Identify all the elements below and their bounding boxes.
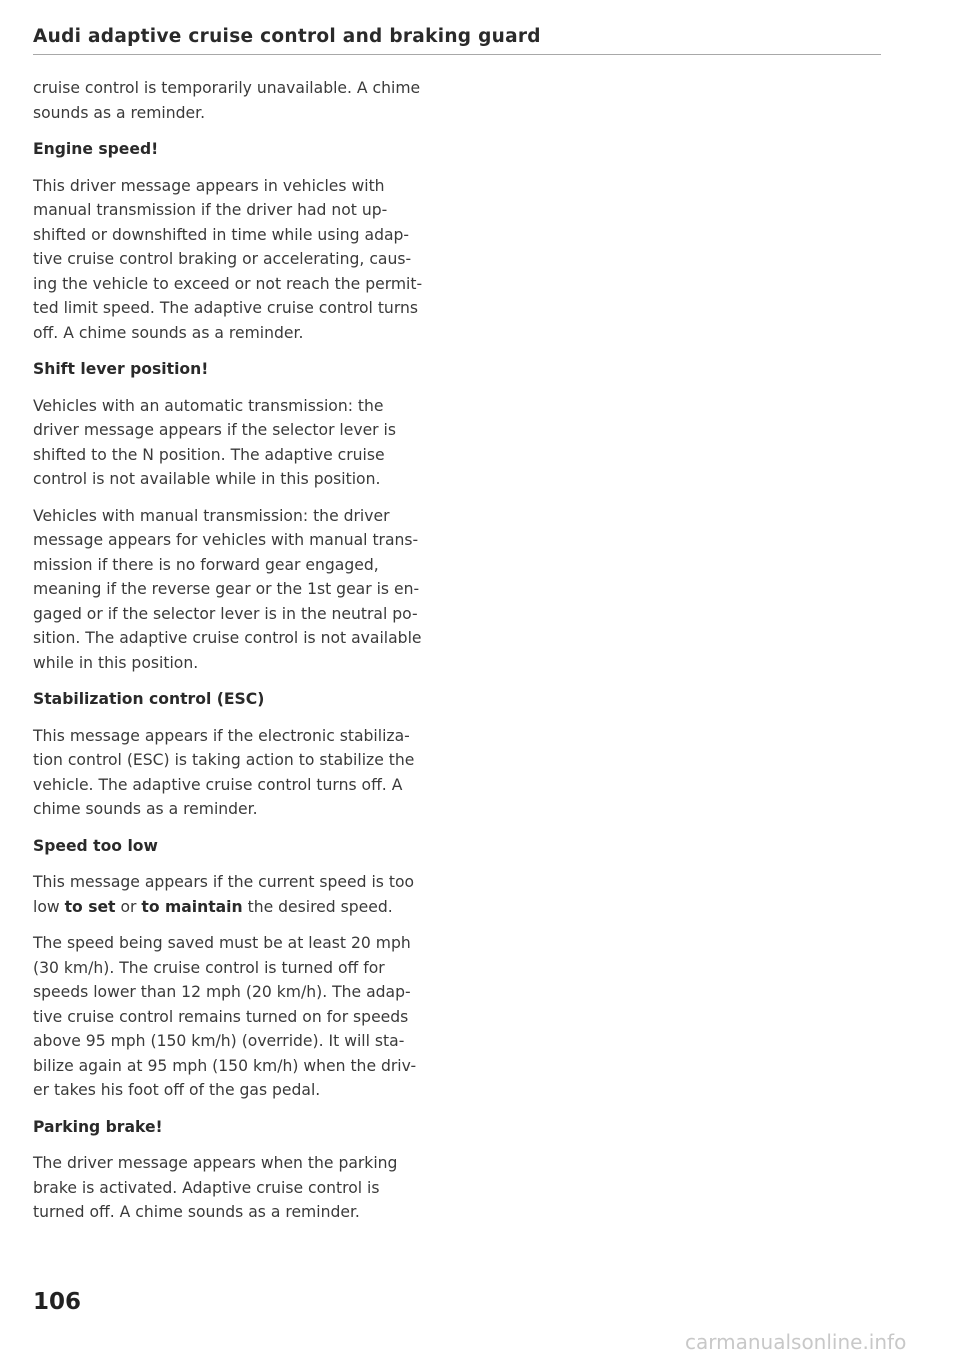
text-line: shifted or downshifted in time while using adap-: [33, 225, 410, 244]
text-line: er takes his foot off of the gas pedal.: [33, 1081, 321, 1099]
esc-heading: Stabilization control (ESC): [33, 690, 265, 708]
speed-limits-paragraph: [33, 931, 458, 1103]
watermark-text: carmanualsonline.info: [685, 1330, 907, 1354]
text-line: turned off. A chime sounds as a reminder.: [33, 1203, 360, 1221]
emphasis-to-maintain: to maintain: [141, 897, 243, 916]
page-header: [33, 26, 881, 47]
text-line: tive cruise control remains turned on for speeds: [33, 1007, 409, 1026]
text-line: Vehicles with manual transmission: the driver: [33, 506, 390, 525]
text-line: above 95 mph (150 km/h) (override). It will sta-: [33, 1032, 405, 1050]
text-line: off. A chime sounds as a reminder.: [33, 323, 304, 342]
main-column: [33, 76, 458, 1237]
emphasis-to-set: to set: [64, 897, 116, 916]
text-line: message appears for vehicles with manual trans-: [33, 531, 419, 549]
esc-paragraph: [33, 724, 458, 822]
engine-speed-paragraph: [33, 174, 458, 346]
text-line: gaged or if the selector lever is in the neutral po-: [33, 604, 418, 623]
text-line: ing the vehicle to exceed or not reach the permit-: [33, 274, 423, 293]
text-line: This message appears if the current speed is too: [33, 873, 415, 891]
text-line: The driver message appears when the parking: [33, 1154, 398, 1172]
text-line: control is not available while in this position.: [33, 470, 381, 488]
text-line: [33, 895, 458, 920]
text-line: vehicle. The adaptive cruise control turns off. A: [33, 775, 403, 794]
text-line: chime sounds as a reminder.: [33, 800, 258, 818]
text-line: sition. The adaptive cruise control is not available: [33, 629, 422, 647]
intro-paragraph: [33, 76, 458, 125]
page-number: 106: [33, 1289, 82, 1315]
speed-too-low-heading: Speed too low: [33, 836, 158, 855]
engine-speed-heading: Engine speed!: [33, 140, 159, 158]
text-line: The speed being saved must be at least 20 mph: [33, 934, 411, 952]
text-line: driver message appears if the selector lever is: [33, 421, 397, 439]
text-line: This driver message appears in vehicles with: [33, 176, 385, 195]
text-line: brake is activated. Adaptive cruise control is: [33, 1178, 380, 1197]
text-line: while in this position.: [33, 653, 199, 672]
text-line: tion control (ESC) is taking action to stabilize the: [33, 751, 415, 769]
shift-lever-automatic-paragraph: [33, 394, 458, 492]
speed-too-low-paragraph: [33, 870, 458, 919]
text-line: bilize again at 95 mph (150 km/h) when the driv-: [33, 1056, 417, 1075]
text-fragment: low: [33, 897, 65, 916]
shift-lever-heading: Shift lever position!: [33, 360, 209, 378]
text-line: Vehicles with an automatic transmission: the: [33, 396, 384, 415]
text-line: shifted to the N position. The adaptive cruise: [33, 445, 385, 464]
parking-brake-paragraph: [33, 1151, 458, 1225]
text-line: This message appears if the electronic stabiliza-: [33, 726, 410, 745]
text-line: mission if there is no forward gear engaged,: [33, 555, 379, 574]
shift-lever-manual-paragraph: [33, 504, 458, 676]
text-fragment: the desired speed.: [242, 897, 393, 916]
text-line: manual transmission if the driver had not up-: [33, 201, 388, 219]
text-line: (30 km/h). The cruise control is turned off for: [33, 958, 385, 977]
text-line: speeds lower than 12 mph (20 km/h). The adap-: [33, 983, 411, 1001]
text-line: meaning if the reverse gear or the 1st gear is en-: [33, 580, 420, 598]
text-line: ted limit speed. The adaptive cruise control turns: [33, 299, 418, 317]
text-fragment: or: [115, 897, 142, 916]
header-divider: [33, 54, 881, 55]
section-title: Audi adaptive cruise control and braking guard: [33, 26, 541, 47]
parking-brake-heading: Parking brake!: [33, 1117, 163, 1136]
text-line: cruise control is temporarily unavailable. A chime: [33, 79, 421, 97]
text-line: tive cruise control braking or accelerating, caus-: [33, 250, 412, 268]
text-line: sounds as a reminder.: [33, 103, 206, 122]
